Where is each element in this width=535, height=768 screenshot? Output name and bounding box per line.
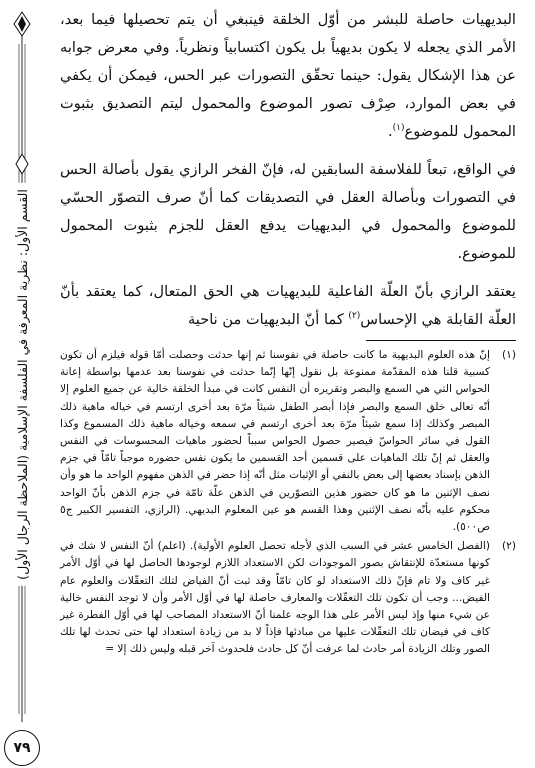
page-number: ٧٩ [4, 730, 40, 766]
footnote-1 [60, 347, 516, 536]
footnote-ref-2[interactable]: (٢) [348, 311, 361, 322]
margin-ornament [8, 4, 36, 764]
paragraph-1: البديهيات حاصلة للبشر من أوّل الخلقة فينبغي أن يتم تحصيلها فيما بعد، الأمر الذي يجعله لا يكون بديهياً بل يكون اكتسابياً ونظرياً. وفي معرض جوابه عن هذا الإشكال يقول: حينما تحقّق التصورات عبر الحس، فيمكن أن يكفي في بعض الموارد، صِرْف تصور الموضوع والمحمول ليتم التصديق بثبوت المحمول للموضوع$^{(١)}$. [60, 11, 516, 140]
footnote-divider [366, 340, 516, 341]
paragraph-3: يعتقد الرازي بأنّ العلّة الفاعلية للبديهيات هي الحق المتعال، كما يعتقد بأنّ العلّة القابلة هي الإحساس$^{(٢)}$ كما أنّ البديهيات من ناحية [60, 283, 516, 328]
footnote-text: إنّ هذه العلوم البديهية ما كانت حاصلة في نفوسنا ثم إنها حدثت وحصلت أمّا قوله فيلزم أن تكون كسبية قلنا هذه المقدّمة ممنوعة بل نقول إنّها إنّما حدثت في نفوسنا بعد عدمها بواسطة إعانة الحواس التي هي السمع والبصر وتقريره أن النفس كانت في مبدأ الخلقة خالية عن جميع العلوم إلا أنّه تعالى خلق السمع والبصر فإذا أبصر الطفل شيئاً مرّة بعد أخرى ارتسم في خياله ماهية ذلك المبصر وكذلك إذا سمع شيئاً مرّة بعد أخرى ارتسم في سمعه وخياله ماهية ذلك المسموع وكذا القول في سائر الحواسّ فيصير حصول الحواس سبباً لحضور ماهيات المحسوسات في النفس والعقل ثم إنّ تلك الماهيات على قسمين أحد القسمين ما يكون نفس حضوره موجباً تامّاً في جزم الذهن بإسناد بعضها إلى بعض بالنفي أو الإثبات مثل أنّه إذا حضر في الذهن مفهوم الواحد ما هو وأن نصف الإثنين ما هو كان حضور هذين التصوّرين في الذهن علّة تامّة في جزم الذهن بأنّ الواحد محكوم عليه بأنّه نصف الإثنين وهذا القسم هو عين المعلوم البديهي. (الرازي، التفسير الكبير ج٥ ص٥٠٠). [60, 349, 490, 534]
footnote-number: (٢) [502, 540, 516, 553]
footnote-number: (١) [502, 349, 516, 361]
page-content [60, 6, 516, 661]
footnote-ref-1[interactable]: (١) [392, 123, 405, 134]
footnote-2 [60, 538, 516, 658]
paragraph-2: في الواقع، تبعاً للفلاسفة السابقين له، فإنّ الفخر الرازي يقول بأصالة الحس في التصورات وبأصالة العقل في التصديقات كما أنّ صرف التصوّر الحسّي للموضوع والمحمول في البديهيات يدفع العقل للجزم بثبوت المحمول للموضوع. [60, 161, 516, 262]
side-title: القسم الأول: نظرية المعرفة في الفلسفة الإسلامية (الملاحظة الرجال الأول) [13, 183, 32, 586]
footnote-text: (الفصل الخامس عشر في السبب الذي لأجله تحصل العلوم الأولية). (اعلم) أنّ النفس لا شك في كونها مستعدّة للإنتقاش بصور الموجودات لكن الاستعداد اللازم لوجودها الحاصل لها في أوّل الأمر غير كاف ولا تام فإنّ ذلك الاستعداد لو كان تامّاً وقد ثبت أنّ الفياض لتلك التعقّلات والعلوم عام الفيض... وجب أن تكون تلك التعقّلات والمعارف حاصلة لها في أوّل الأمر وأن لا توجد النفس خالية عن شيء منها وإذ ليس الأمر على هذا الوجه علمنا أنّ الاستعداد المصاحب لها في أوّل الفطرة غير كاف في فيضان تلك التعقّلات عليها من مبادئها فإذاً لا بد من زيادة استعداد لها حتى تحدث لها تلك الصور وتلك الزيادة أمر حادث لما عرفت أنّ كل حادث فلحدوث آخر قبله وليس ذلك إلا = [60, 540, 490, 656]
